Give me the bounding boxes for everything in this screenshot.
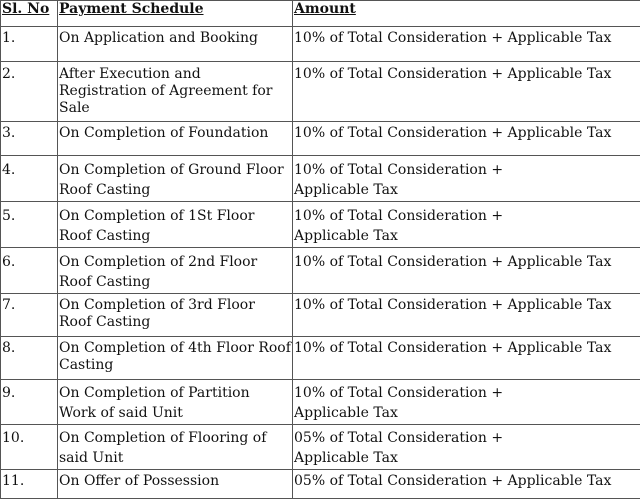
cell-payment-schedule: On Completion of 2nd Floor Roof Casting bbox=[58, 248, 293, 294]
cell-amount: 05% of Total Consideration + Applicable Tax bbox=[293, 425, 640, 470]
header-sl-no: Sl. No bbox=[1, 1, 58, 27]
cell-sl-no: 11. bbox=[1, 470, 58, 499]
cell-sl-no: 4. bbox=[1, 156, 58, 202]
cell-amount: 10% of Total Consideration + Applicable Tax bbox=[293, 27, 640, 62]
table-row bbox=[1, 294, 640, 337]
table-body bbox=[1, 27, 640, 499]
cell-payment-schedule: On Application and Booking bbox=[58, 27, 293, 62]
cell-amount: 10% of Total Consideration + Applicable Tax bbox=[293, 337, 640, 380]
cell-sl-no: 5. bbox=[1, 202, 58, 248]
cell-payment-schedule: On Completion of Foundation bbox=[58, 122, 293, 156]
table-row bbox=[1, 122, 640, 156]
cell-payment-schedule: On Completion of Flooring of said Unit bbox=[58, 425, 293, 470]
table-row bbox=[1, 470, 640, 499]
table-row bbox=[1, 62, 640, 122]
cell-amount: 10% of Total Consideration + Applicable Tax bbox=[293, 248, 640, 294]
header-payment-schedule: Payment Schedule bbox=[58, 1, 293, 27]
cell-amount: 10% of Total Consideration + Applicable Tax bbox=[293, 122, 640, 156]
table-header bbox=[1, 1, 640, 27]
cell-sl-no: 1. bbox=[1, 27, 58, 62]
cell-payment-schedule: On Completion of 4th Floor Roof Casting bbox=[58, 337, 293, 380]
table-row bbox=[1, 337, 640, 380]
cell-payment-schedule: On Completion of Ground Floor Roof Casting bbox=[58, 156, 293, 202]
cell-amount: 10% of Total Consideration + Applicable Tax bbox=[293, 202, 640, 248]
cell-amount: 10% of Total Consideration + Applicable Tax bbox=[293, 62, 640, 122]
cell-payment-schedule: After Execution and Registration of Agreement for Sale bbox=[58, 62, 293, 122]
cell-sl-no: 10. bbox=[1, 425, 58, 470]
table-row bbox=[1, 248, 640, 294]
header-amount: Amount bbox=[293, 1, 640, 27]
cell-amount: 10% of Total Consideration + Applicable Tax bbox=[293, 156, 640, 202]
header-row bbox=[1, 1, 640, 27]
table-row bbox=[1, 202, 640, 248]
cell-sl-no: 8. bbox=[1, 337, 58, 380]
cell-payment-schedule: On Offer of Possession bbox=[58, 470, 293, 499]
table-row bbox=[1, 156, 640, 202]
cell-sl-no: 2. bbox=[1, 62, 58, 122]
table-row bbox=[1, 380, 640, 425]
cell-amount: 10% of Total Consideration + Applicable Tax bbox=[293, 294, 640, 337]
cell-payment-schedule: On Completion of 1St Floor Roof Casting bbox=[58, 202, 293, 248]
cell-sl-no: 7. bbox=[1, 294, 58, 337]
table-row bbox=[1, 425, 640, 470]
cell-payment-schedule: On Completion of 3rd Floor Roof Casting bbox=[58, 294, 293, 337]
cell-sl-no: 6. bbox=[1, 248, 58, 294]
cell-amount: 10% of Total Consideration + Applicable Tax bbox=[293, 380, 640, 425]
cell-amount: 05% of Total Consideration + Applicable Tax bbox=[293, 470, 640, 499]
table-row bbox=[1, 27, 640, 62]
cell-sl-no: 3. bbox=[1, 122, 58, 156]
cell-sl-no: 9. bbox=[1, 380, 58, 425]
cell-payment-schedule: On Completion of Partition Work of said Unit bbox=[58, 380, 293, 425]
